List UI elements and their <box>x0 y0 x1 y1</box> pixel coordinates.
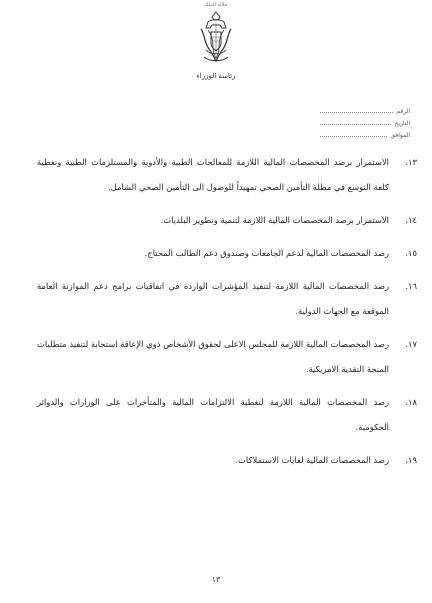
ref-corresponding-line <box>320 136 387 137</box>
list-item <box>37 390 417 440</box>
ref-date-line <box>320 124 391 125</box>
item-number: ١٦. <box>405 281 417 291</box>
item-text: رصد المخصصات المالية لغايات الاستملاكات. <box>235 455 389 465</box>
coat-of-arms-icon <box>196 10 236 66</box>
ref-number-line <box>320 112 393 113</box>
numbered-list <box>37 150 417 473</box>
item-number: ١٣. <box>405 157 417 167</box>
item-number: ١٨. <box>405 397 417 407</box>
list-item <box>37 208 417 233</box>
list-item <box>37 274 417 324</box>
item-text: الاستمرار برصد المخصصات المالية اللازمة لتنمية وتطوير البلديات. <box>160 215 389 225</box>
item-number: ١٥. <box>405 248 417 258</box>
list-item <box>37 448 417 473</box>
ref-number-label: الرقم <box>396 108 410 115</box>
reference-fields <box>320 103 410 139</box>
list-item <box>37 241 417 266</box>
item-text: رصد المخصصات المالية لدعم الجامعات وصندوق دعم الطالب المحتاج. <box>144 248 389 258</box>
item-number: ١٧. <box>405 339 417 349</box>
ref-number-row <box>320 103 410 115</box>
ref-corresponding-row <box>320 127 410 139</box>
page-number: ١٣ <box>211 575 221 584</box>
ref-corresponding-label: الموافق <box>390 132 410 139</box>
item-text: رصد المخصصات المالية اللازمة لتغطية الالتزامات المالية والمتأخرات على الوزارات والدوائر الحكومية. <box>37 397 389 432</box>
letterhead-top-text: جلالة الملك <box>204 2 228 8</box>
item-text: الاستمرار برصد المخصصات المالية اللازمة للمعالجات الطبية والأدوية والمستلزمات الطبية وتغطية كلفة التوسع في مظلة التأمين الصحي تمهيداً للوصول الى التأمين الصحي الشامل. <box>37 157 389 192</box>
item-text: رصد المخصصات المالية اللازمة لتنفيذ المؤشرات الواردة في اتفاقيات برامج دعم الموازنة العامة الموقعة مع الجهات الدولية. <box>37 281 389 316</box>
ref-date-row <box>320 115 410 127</box>
letterhead <box>182 2 250 84</box>
office-title: رئاسة الوزراء <box>196 72 236 80</box>
item-number: ١٤. <box>405 215 417 225</box>
list-item <box>37 150 417 200</box>
ref-date-label: التاريخ <box>394 120 410 127</box>
item-text: رصد المخصصات المالية اللازمة للمجلس الاعلى لحقوق الأشخاص ذوي الإعاقة استجابة لتنفيذ متطلبات المنحة النقدية الامريكية. <box>37 339 389 374</box>
item-number: ١٩. <box>405 455 417 465</box>
list-item <box>37 332 417 382</box>
